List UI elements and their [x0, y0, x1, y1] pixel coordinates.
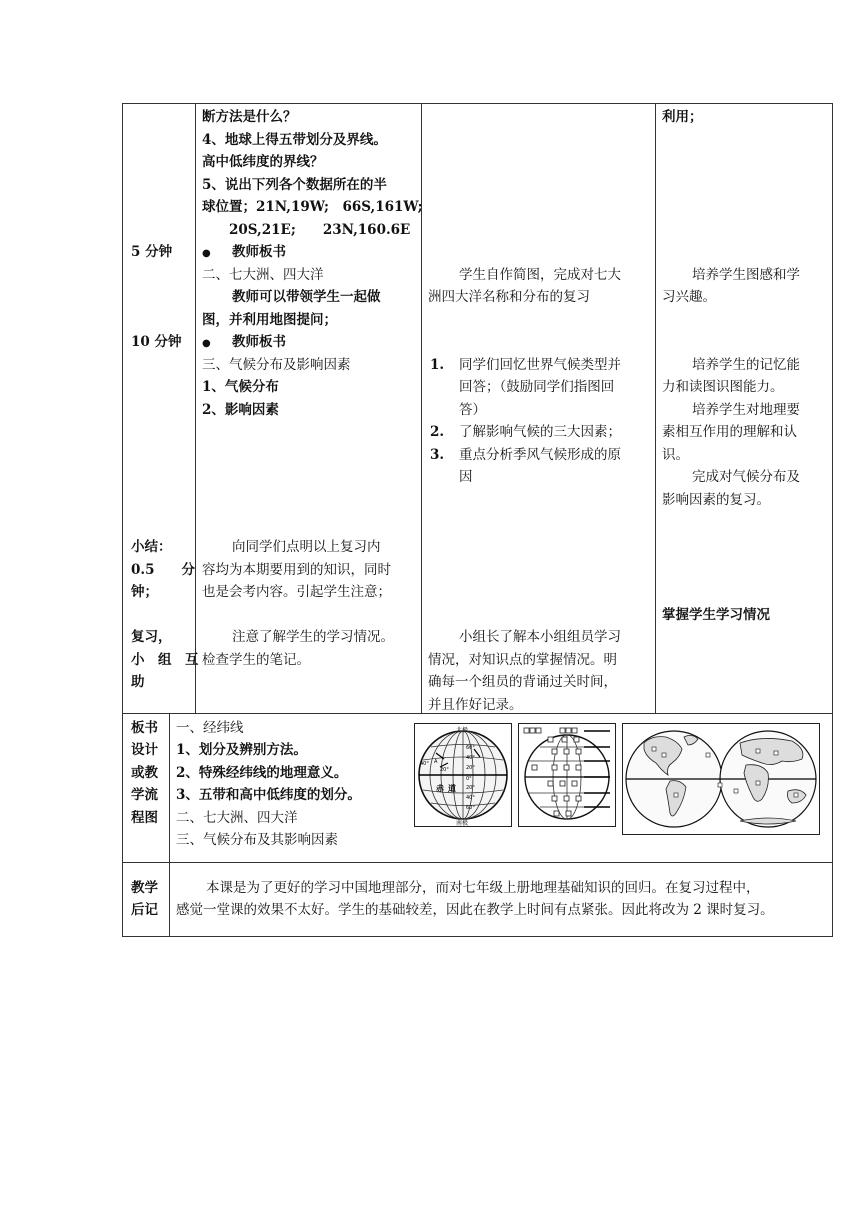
svg-text:40°: 40° — [466, 755, 475, 761]
outline-line: 1、划分及辨别方法。 — [176, 742, 307, 758]
teacher-line: 也是会考内容。引起学生注意； — [202, 584, 391, 600]
svg-text:20°: 20° — [440, 767, 449, 773]
teacher-line: 注意了解学生的学习情况。 — [232, 629, 394, 645]
label-line: 后记 — [131, 902, 158, 918]
label-line: 板书 — [131, 720, 158, 736]
svg-text:20°: 20° — [466, 785, 475, 791]
outline-line: 二、七大洲、四大洋 — [176, 810, 298, 826]
svg-text:南极: 南极 — [456, 820, 469, 827]
svg-text:道: 道 — [448, 784, 456, 793]
summary-line: 小结： — [131, 539, 172, 555]
svg-text:40°: 40° — [420, 761, 429, 767]
purpose-line: 影响因素的复习。 — [662, 492, 770, 508]
student-line: 了解影响气候的三大因素； — [459, 424, 621, 440]
teacher-line: 2、影响因素 — [202, 402, 279, 418]
world-hemispheres-map — [622, 723, 820, 835]
student-line: 洲四大洋名称和分布的复习 — [428, 289, 590, 305]
afterword-line: 本课是为了更好的学习中国地理部分，而对七年级上册地理基础知识的回归。在复习过程中， — [206, 880, 760, 896]
teacher-line: 球位置；21N,19W; 66S,161W; — [202, 199, 423, 215]
bullet-icon: ● — [202, 248, 211, 259]
label-line: 或教 — [131, 765, 158, 781]
review-line: 复习， — [131, 629, 172, 645]
list-number: 2. — [430, 424, 445, 440]
label-line: 设计 — [131, 742, 158, 758]
student-line: 因 — [459, 469, 473, 485]
student-line: 回答；（鼓励同学们指图回 — [459, 379, 615, 395]
globe-icon — [414, 723, 512, 827]
section-title: 三、气候分布及影响因素 — [202, 357, 351, 373]
student-line: 同学们回忆世界气候类型并 — [459, 357, 621, 373]
summary-line: 0.5 分 — [131, 562, 195, 578]
worksheet-globe-icon — [518, 723, 616, 827]
outline-line: 2、特殊经纬线的地理意义。 — [176, 765, 348, 781]
purpose-line: 培养学生对地理要 — [692, 402, 800, 418]
teacher-line: 5、说出下列各个数据所在的半 — [202, 177, 387, 193]
svg-text:北极: 北极 — [456, 727, 469, 734]
time-5min: 5 分钟 — [131, 244, 173, 260]
student-line: 并且作好记录。 — [428, 697, 523, 713]
teacher-line: 20S,21E; 23N,160.6E — [202, 222, 411, 238]
purpose-line: 利用； — [662, 109, 703, 125]
student-line: 情况，对知识点的掌握情况。明 — [428, 652, 617, 668]
purpose-line: 掌握学生学习情况 — [662, 607, 770, 623]
purpose-line: 力和读图识图能力。 — [662, 379, 784, 395]
purpose-line: 培养学生图感和学 — [692, 267, 800, 283]
svg-text:A: A — [434, 759, 438, 765]
label-line: 学流 — [131, 787, 158, 803]
student-line: 小组长了解本小组组员学习 — [459, 629, 621, 645]
purpose-line: 培养学生的记忆能 — [692, 357, 800, 373]
svg-text:20°: 20° — [466, 765, 475, 771]
label-line: 程图 — [131, 810, 158, 826]
afterword-line: 感觉一堂课的效果不太好。学生的基础较差，因此在教学上时间有点紧张。因此将改为 2 课时复习。 — [176, 902, 774, 918]
purpose-line: 识。 — [662, 447, 689, 463]
teacher-line: 4、地球上得五带划分及界线。 — [202, 132, 387, 148]
world-map-icon — [622, 723, 820, 835]
teacher-line: 容均为本期要用到的知识，同时 — [202, 562, 391, 578]
outline-line: 3、五带和高中低纬度的划分。 — [176, 787, 361, 803]
svg-text:0°: 0° — [466, 776, 472, 782]
section-title: 二、七大洲、四大洋 — [202, 267, 324, 283]
teacher-line: 1、气候分布 — [202, 379, 279, 395]
teacher-line: 向同学们点明以上复习内 — [232, 539, 381, 555]
svg-text:60°: 60° — [466, 805, 475, 811]
review-line: 小 组 互 — [131, 652, 199, 668]
svg-text:60°: 60° — [466, 745, 475, 751]
student-line: 学生自作简图，完成对七大 — [459, 267, 621, 283]
purpose-line: 素相互作用的理解和认 — [662, 424, 797, 440]
purpose-line: 完成对气候分布及 — [692, 469, 800, 485]
list-number: 1. — [430, 357, 445, 373]
teacher-line: 断方法是什么？ — [202, 109, 297, 125]
globe-graticule-figure — [414, 723, 512, 827]
student-line: 确每一个组员的背诵过关时间， — [428, 674, 617, 690]
teacher-board-note: ● 教师板书 — [202, 331, 286, 356]
teacher-line: 教师可以带领学生一起做 — [232, 289, 381, 305]
review-line: 助 — [131, 674, 145, 690]
svg-text:40°: 40° — [466, 795, 475, 801]
teacher-line: 检查学生的笔记。 — [202, 652, 310, 668]
summary-line: 钟； — [131, 584, 158, 600]
teacher-line: 高中低纬度的界线？ — [202, 154, 324, 170]
student-line: 答） — [459, 402, 486, 418]
outline-line: 一、经纬线 — [176, 720, 244, 736]
time-10min: 10 分钟 — [131, 334, 182, 350]
teacher-line: 图，并利用地图提问； — [202, 312, 337, 328]
teacher-board-note: ● 教师板书 — [202, 241, 286, 266]
svg-text:赤: 赤 — [436, 784, 444, 793]
purpose-line: 习兴趣。 — [662, 289, 716, 305]
label-line: 教学 — [131, 880, 158, 896]
bullet-icon: ● — [202, 338, 211, 349]
outline-line: 三、气候分布及其影响因素 — [176, 832, 338, 848]
student-line: 重点分析季风气候形成的原 — [459, 447, 621, 463]
list-number: 3. — [430, 447, 445, 463]
blank-globe-worksheet — [518, 723, 616, 827]
